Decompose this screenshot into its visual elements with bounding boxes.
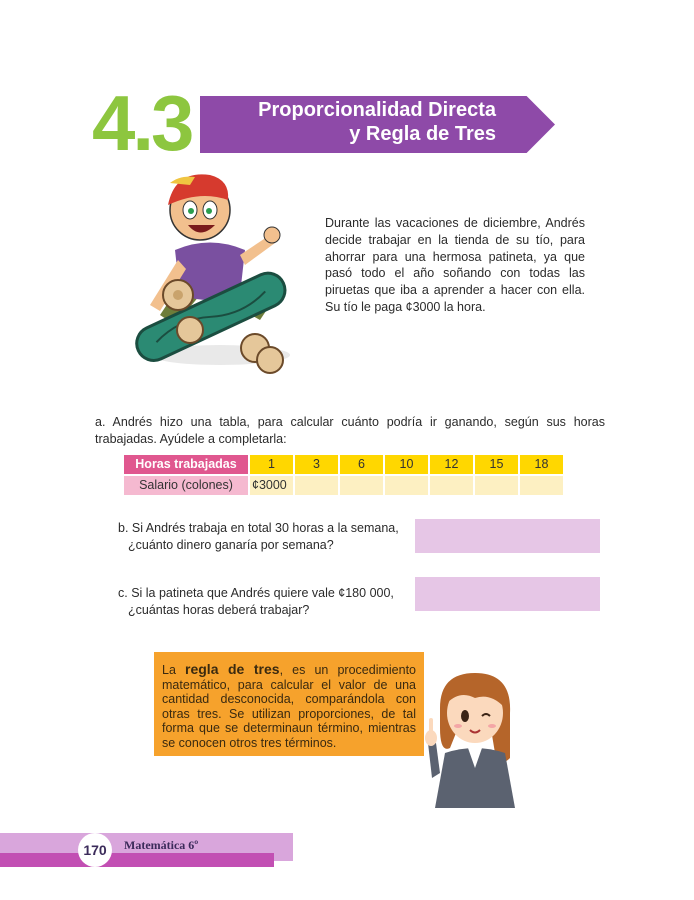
rule-definition-box — [154, 652, 424, 756]
answer-box-c[interactable] — [415, 577, 600, 611]
page-title — [200, 98, 496, 146]
title-line-2: y Regla de Tres — [349, 123, 496, 145]
hours-cell: 10 — [385, 455, 428, 474]
salary-row — [124, 476, 565, 495]
salary-header: Salario (colones) — [124, 476, 248, 495]
boy-skateboard-illustration — [120, 165, 310, 390]
hours-cell: 15 — [475, 455, 518, 474]
answer-box-b[interactable] — [415, 519, 600, 553]
section-number: 4.3 — [92, 79, 192, 167]
hours-cell: 1 — [250, 455, 293, 474]
question-a: a. Andrés hizo una tabla, para calcular cuánto podría ir ganando, según sus horas trabajadas. Ayúdele a completarla: — [95, 415, 605, 446]
salary-cell: ¢3000 — [250, 476, 293, 495]
intro-paragraph: Durante las vacaciones de diciembre, Andrés decide trabajar en la tienda de su tío, para ahorrar para una hermosa patineta, ya que pasó todo el año soñando con todas las piruetas que iba a aprender a hacer con ella. Su tío le paga ¢3000 la hora. — [325, 216, 585, 314]
hours-cell: 12 — [430, 455, 473, 474]
rule-prefix: La — [162, 663, 186, 677]
question-c-line-1: c. Si la patineta que Andrés quiere vale ¢180 000, — [118, 586, 394, 600]
girl-teacher-illustration — [420, 668, 530, 808]
rule-text: , es un procedimiento matemático, para calcular el valor de una cantidad desconocida, comparándola con otras tres. Se utilizan proporciones, de tal forma que se determinaun término, mientras se conocen otros tres términos. — [162, 663, 416, 750]
salary-input-cell[interactable] — [385, 476, 428, 495]
footer-band-dark — [0, 853, 274, 867]
hours-header: Horas trabajadas — [124, 455, 248, 474]
question-b — [118, 520, 418, 554]
question-c — [118, 585, 418, 619]
book-title: Matemática 6º — [124, 838, 199, 852]
hours-cell: 18 — [520, 455, 563, 474]
salary-input-cell[interactable] — [340, 476, 383, 495]
question-b-line-1: b. Si Andrés trabaja en total 30 horas a la semana, — [118, 521, 399, 535]
page-number: 170 — [78, 833, 112, 867]
title-line-1: Proporcionalidad Directa — [258, 99, 496, 121]
salary-input-cell[interactable] — [520, 476, 563, 495]
hours-cell: 6 — [340, 455, 383, 474]
rule-term: regla de tres — [185, 661, 280, 677]
hours-row — [124, 455, 565, 474]
salary-input-cell[interactable] — [295, 476, 338, 495]
question-b-line-2: ¿cuánto dinero ganaría por semana? — [128, 538, 334, 552]
salary-input-cell[interactable] — [475, 476, 518, 495]
hours-cell: 3 — [295, 455, 338, 474]
question-c-line-2: ¿cuántas horas deberá trabajar? — [128, 603, 310, 617]
hours-salary-table — [124, 455, 565, 497]
salary-input-cell[interactable] — [430, 476, 473, 495]
